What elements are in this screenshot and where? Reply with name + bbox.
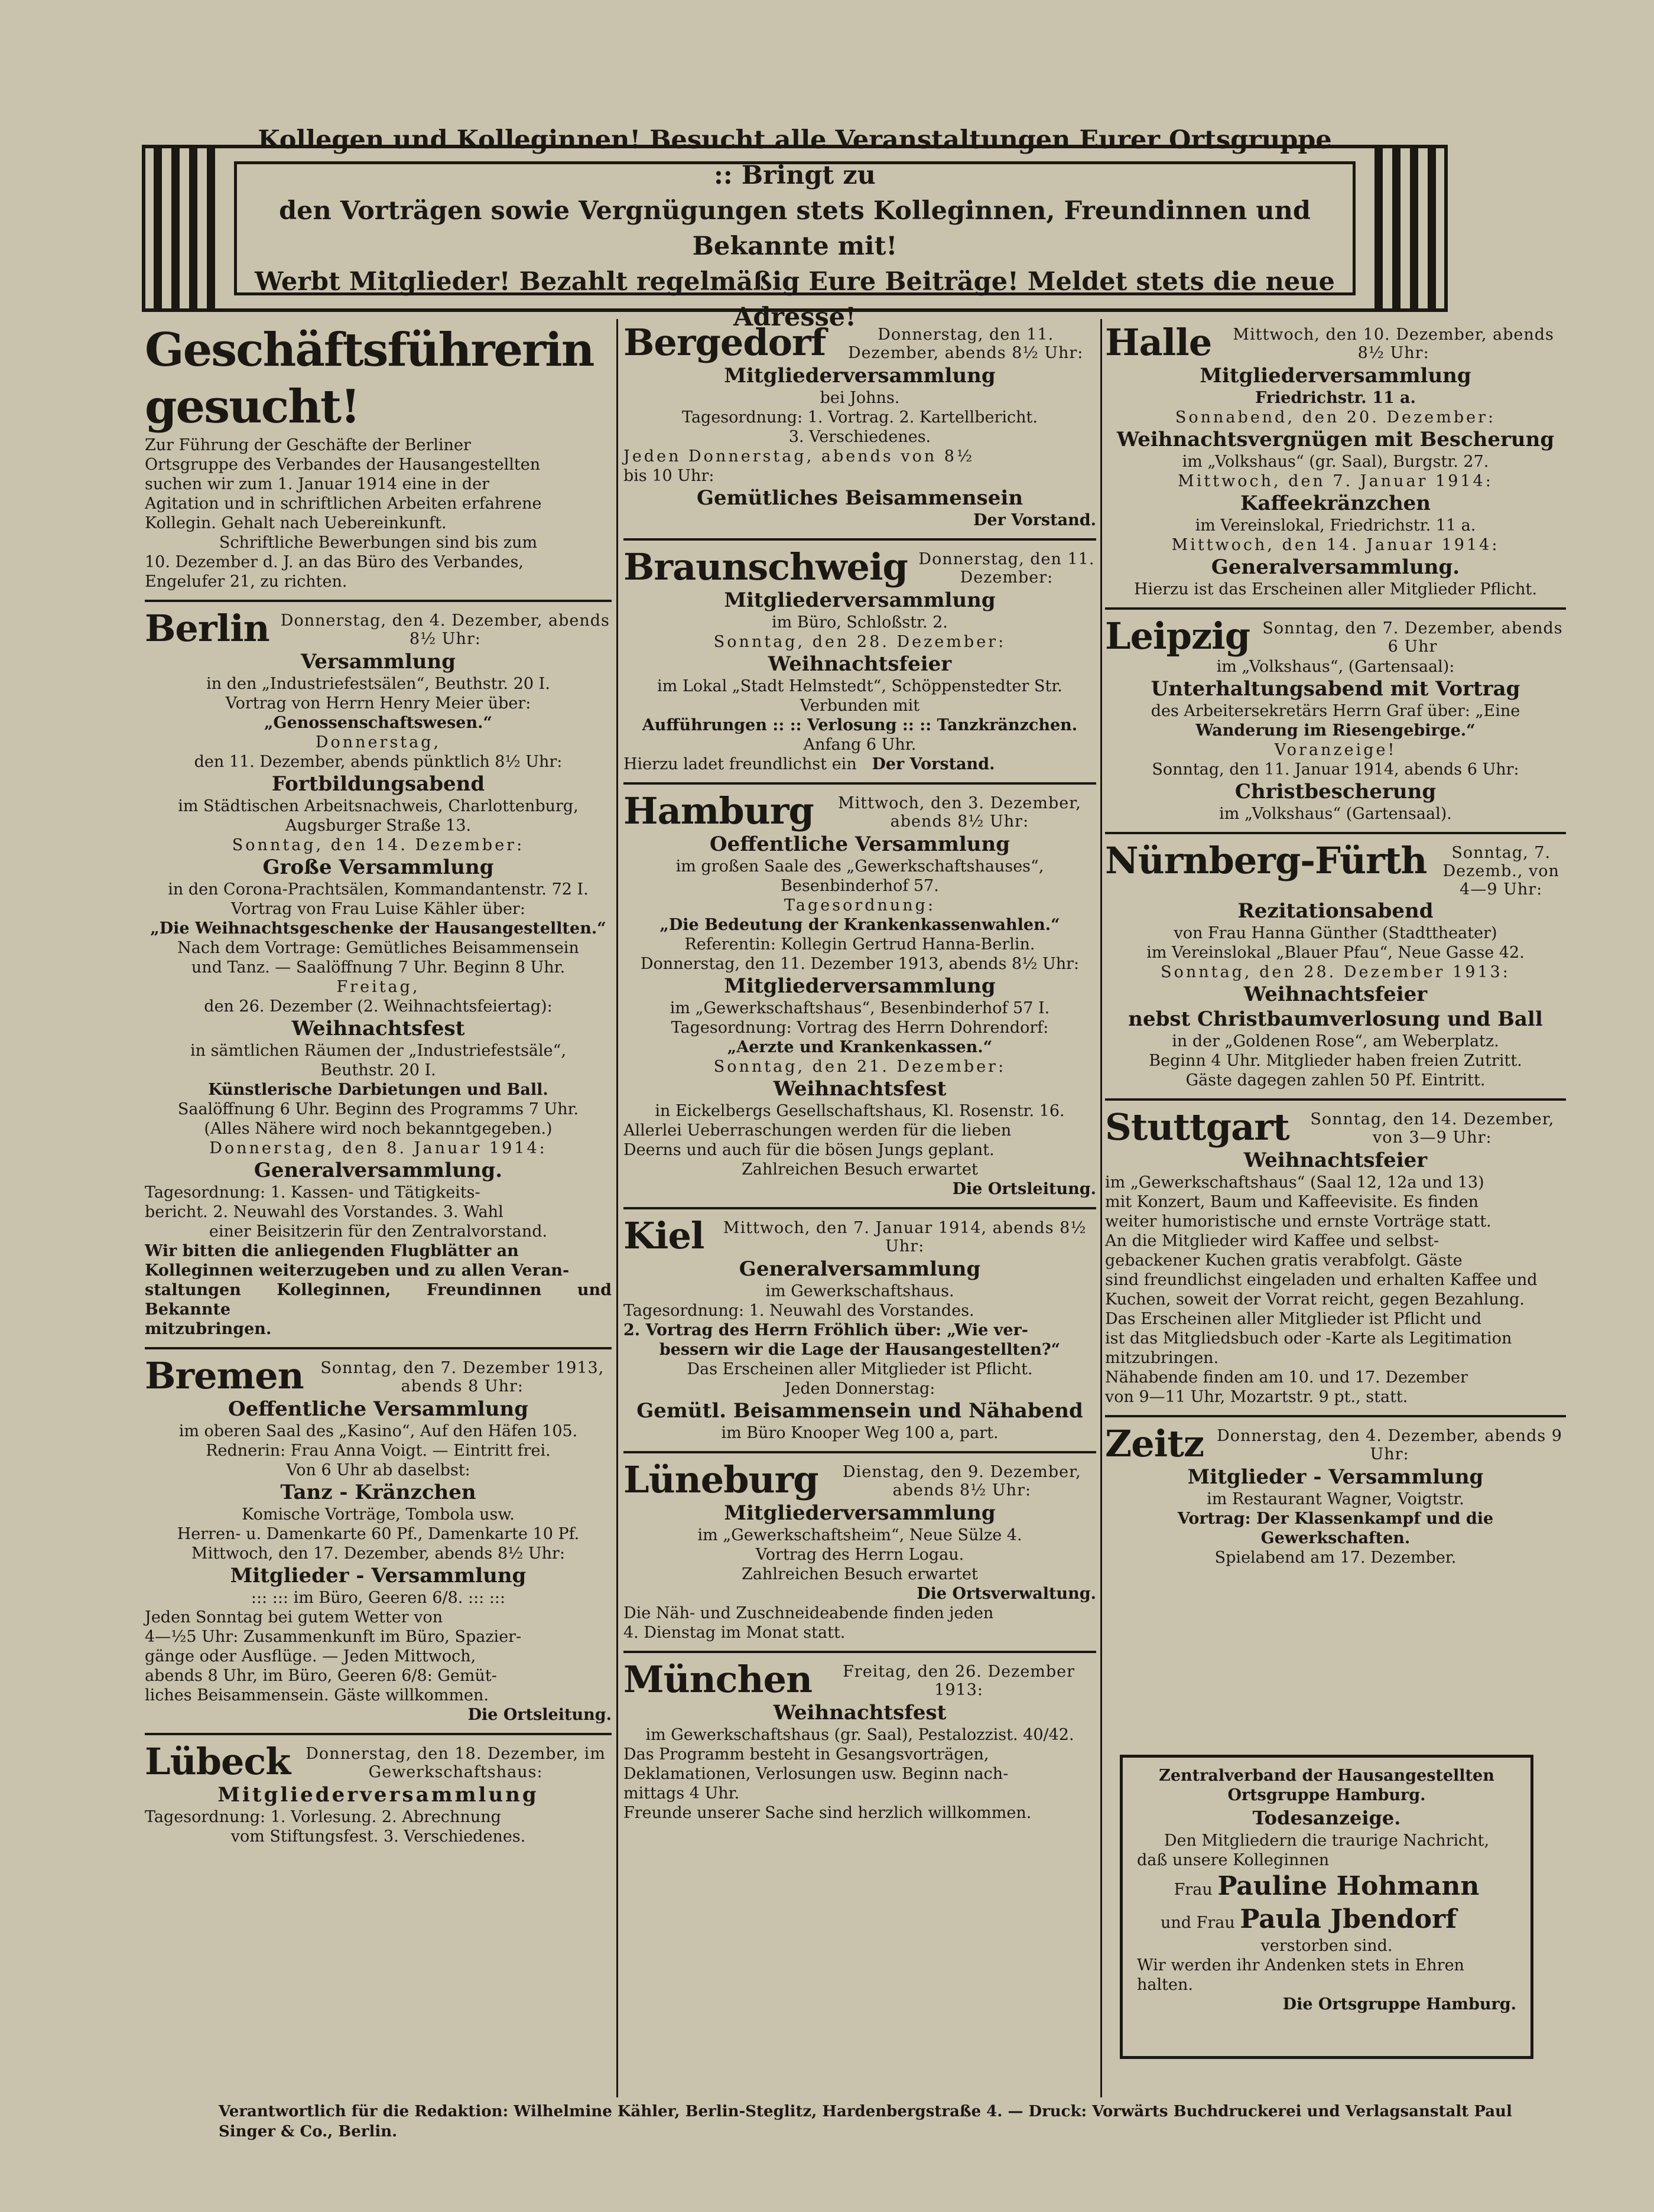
event-text: An die Mitglieder wird Kaffee und selbst-: [1105, 1232, 1439, 1250]
event-title: Mitglieder - Versammlung: [230, 1564, 527, 1588]
event-text: im „Volkshaus“ (Gartensaal).: [1219, 805, 1452, 823]
event-text: Saalöffnung 6 Uhr. Beginn des Programms 7 Uhr.: [177, 1100, 579, 1118]
event-text: im Restaurant Wagner, Voigtstr.: [1207, 1490, 1464, 1508]
event-text: „Die Bedeutung der Krankenkassenwahlen.“: [659, 916, 1060, 934]
event-date: Sonnabend, den 20. Dezember:: [1175, 408, 1496, 427]
event-text: bessern wir die Lage der Hausangestellten?“: [659, 1341, 1061, 1359]
event-date: Sonntag, den 14. Dezember:: [232, 836, 525, 854]
city-heading: Braunschweig: [623, 545, 908, 588]
obituary-text: daß unsere Kolleginnen: [1137, 1851, 1330, 1869]
city-heading: Hamburg: [623, 789, 814, 832]
event-title: Mitgliederversammlung: [724, 588, 996, 612]
event-title: Mitgliederversammlung: [1200, 364, 1471, 388]
section-bremen: [145, 1349, 612, 1735]
event-text: Tagesordnung: 1. Kassen- und Tätigkeits-: [145, 1183, 480, 1202]
event-text: Die Näh- und Zuschneideabende finden jeden: [623, 1604, 994, 1622]
event-title: Weihnachtsfeier: [1243, 983, 1428, 1006]
event-text: und Tanz. — Saalöffnung 7 Uhr. Beginn 8 Uhr.: [191, 958, 566, 977]
event-date: Donnerstag, den 4. Dezember, abends 8½ Uhr:: [280, 611, 610, 648]
event-text: staltungen Kolleginnen, Freundinnen und Bekannte: [145, 1281, 612, 1319]
event-text: im Lokal „Stadt Helmstedt“, Schöppenstedter Str.: [657, 677, 1062, 695]
event-title: Kaffeekränzchen: [1240, 492, 1431, 515]
event-date: Sonntag, den 7. Dezember 1913, abends 8 Uhr:: [320, 1359, 605, 1395]
event-text: in den „Industriefestsälen“, Beuthstr. 20 I.: [206, 675, 550, 693]
event-title: Generalversammlung.: [1211, 555, 1460, 579]
event-text: Tagesordnung: 1. Neuwahl des Vorstandes.: [623, 1302, 974, 1320]
event-title: Oeffentliche Versammlung: [710, 832, 1010, 856]
signature: Der Vorstand.: [973, 511, 1096, 529]
job-ad-text: Schriftliche Bewerbungen sind bis zum: [219, 534, 538, 552]
event-text: abends 8 Uhr, im Büro, Geeren 6/8: Gemüt-: [145, 1667, 497, 1685]
event-date: Mittwoch, den 3. Dezember, abends 8½ Uhr:: [837, 794, 1081, 831]
section-braunschweig: [623, 541, 1096, 785]
event-text: in der „Goldenen Rose“, am Weberplatz.: [1172, 1032, 1499, 1050]
city-heading: Halle: [1105, 321, 1212, 364]
section-bergedorf: [623, 316, 1096, 541]
event-text: „Aerzte und Krankenkassen.“: [727, 1038, 993, 1056]
event-title: Unterhaltungsabend mit Vortrag: [1151, 677, 1520, 701]
event-text: bericht. 2. Neuwahl des Vorstandes. 3. Wahl: [145, 1203, 503, 1221]
section-stuttgart: [1105, 1101, 1566, 1417]
signature: Die Ortsleitung.: [467, 1706, 612, 1724]
event-text: Hierzu ist das Erscheinen aller Mitglieder Pflicht.: [1134, 580, 1537, 598]
event-text: sind freundlichst eingeladen und erhalten Kaffee und: [1105, 1271, 1538, 1289]
event-date: Freitag,: [336, 978, 420, 996]
event-date: den 11. Dezember, abends pünktlich 8½ Uhr:: [194, 753, 563, 771]
event-text: im „Gewerkschaftsheim“, Neue Sülze 4.: [697, 1526, 1022, 1544]
event-title: Christbescherung: [1234, 780, 1437, 804]
event-text: Freunde unserer Sache sind herzlich willkommen.: [623, 1804, 1032, 1822]
event-title: Rezitationsabend: [1237, 899, 1434, 923]
event-text: im Gewerkschaftshaus.: [765, 1282, 954, 1300]
event-text: Künstlerische Darbietungen und Ball.: [208, 1081, 548, 1099]
obituary-text: Zentralverband der Hausangestellten: [1159, 1767, 1494, 1785]
city-heading: Nürnberg-Fürth: [1105, 839, 1427, 882]
event-text: 4—½5 Uhr: Zusammenkunft im Büro, Spazier-: [145, 1628, 522, 1646]
signature: Die Ortsleitung.: [952, 1180, 1096, 1198]
obituary-text: Ortsgruppe Hamburg.: [1227, 1786, 1426, 1804]
event-text: Jeden Donnerstag:: [784, 1380, 935, 1398]
event-text: mitzubringen.: [1105, 1349, 1219, 1367]
event-title: Tanz - Kränzchen: [280, 1481, 476, 1504]
event-text: Tagesordnung: Vortrag des Herrn Dohrendorf:: [671, 1019, 1049, 1037]
event-date: Sonntag, den 28. Dezember 1913:: [1161, 963, 1510, 981]
event-text: Tagesordnung: 1. Vorlesung. 2. Abrechnung: [145, 1808, 501, 1826]
event-text: Komische Vorträge, Tombola usw.: [242, 1505, 515, 1524]
event-title: Weihnachtsvergnügen mit Bescherung: [1116, 428, 1555, 451]
event-text: des Arbeitersekretärs Herrn Graf über: „Eine: [1151, 702, 1520, 720]
event-title: Mitgliederversammlung: [724, 364, 996, 388]
event-text: Deerns und auch für die bösen Jungs geplant.: [623, 1141, 995, 1159]
banner-line-2: den Vorträgen sowie Vergnügungen stets Kolleginnen, Freundinnen und Bekannte mit!: [279, 196, 1311, 261]
event-date: Mittwoch, den 7. Januar 1914, abends 8½ Uhr:: [723, 1219, 1087, 1255]
event-text: Zahlreichen Besuch erwartet: [742, 1160, 978, 1179]
event-text: in sämtlichen Räumen der „Industriefestsäle“,: [190, 1042, 567, 1060]
event-title: Weihnachtsfest: [773, 1701, 947, 1725]
event-text: 2. Vortrag des Herrn Fröhlich über: „Wie ver-: [623, 1321, 1028, 1339]
job-ad-text: Zur Führung der Geschäfte der Berliner: [145, 436, 471, 454]
event-text: mit Konzert, Baum und Kaffeevisite. Es finden: [1105, 1193, 1479, 1211]
obituary-name-line: [1137, 1870, 1516, 1903]
event-text: Tagesordnung:: [784, 896, 936, 915]
city-heading: Lüneburg: [623, 1458, 818, 1501]
event-text: im Gewerkschaftshaus (gr. Saal), Pestalozzist. 40/42.: [645, 1726, 1074, 1744]
event-text: Rednerin: Frau Anna Voigt. — Eintritt frei.: [206, 1442, 551, 1460]
event-text: Deklamationen, Verlosungen usw. Beginn nach-: [623, 1765, 1009, 1783]
event-date: Mittwoch, den 7. Januar 1914:: [1178, 472, 1493, 490]
event-text: 4. Dienstag im Monat statt.: [623, 1624, 846, 1642]
event-text: Tagesordnung: 1. Vortrag. 2. Kartellbericht.: [682, 408, 1038, 427]
event-date: Sonntag, den 11. Januar 1914, abends 6 Uhr:: [1152, 760, 1519, 779]
event-text: gebackener Kuchen gratis verabfolgt. Gäste: [1105, 1251, 1463, 1270]
event-date: Dienstag, den 9. Dezember, abends 8½ Uhr:: [842, 1463, 1081, 1499]
event-text: Beginn 4 Uhr. Mitglieder haben freien Zutritt.: [1149, 1052, 1522, 1070]
obituary-text: Frau: [1174, 1881, 1213, 1899]
event-text: Wir bitten die anliegenden Flugblätter an: [145, 1242, 519, 1260]
section-berlin: [145, 602, 612, 1349]
event-text: liches Beisammensein. Gäste willkommen.: [145, 1686, 489, 1704]
event-title: Mitgliederversammlung: [724, 974, 996, 998]
banner-line-1: Kollegen und Kolleginnen! Besucht alle Veranstaltungen Eurer Ortsgruppe :: Bringt zu: [258, 125, 1332, 190]
event-date: Mittwoch, den 10. Dezember, abends 8½ Uhr:: [1233, 326, 1554, 362]
event-title: Weihnachtsfeier: [1243, 1149, 1428, 1172]
job-ad-text: 10. Dezember d. J. an das Büro des Verbandes,: [145, 553, 524, 571]
event-text: Vortrag des Herrn Logau.: [755, 1546, 964, 1564]
event-text: Friedrichstr. 11 a.: [1255, 389, 1416, 407]
signature: Der Vorstand.: [872, 755, 995, 773]
event-date: Sonntag, 7. Dezemb., von 4—9 Uhr:: [1442, 844, 1559, 899]
event-text: im Vereinslokal, Friedrichstr. 11 a.: [1195, 516, 1476, 535]
city-heading: Zeitz: [1105, 1422, 1204, 1465]
event-text: Beuthstr. 20 I.: [320, 1061, 436, 1079]
signature: Die Ortsverwaltung.: [917, 1585, 1096, 1603]
event-text: Allerlei Ueberraschungen werden für die lieben: [623, 1121, 1012, 1140]
event-text: Gäste dagegen zahlen 50 Pf. Eintritt.: [1185, 1071, 1486, 1089]
event-text: Das Programm besteht in Gesangsvorträgen,: [623, 1745, 989, 1764]
event-title: Oeffentliche Versammlung: [228, 1397, 528, 1421]
event-text: 3. Verschiedenes.: [788, 428, 931, 446]
section-lueneburg: [623, 1453, 1096, 1653]
event-text: Hierzu ladet freundlichst ein: [623, 755, 857, 773]
event-text: mitzubringen.: [145, 1320, 272, 1338]
imprint-footer: Verantwortlich für die Redaktion: Wilhelmine Kähler, Berlin-Steglitz, Hardenbergstraße 4. — Druck: Vorwärts Buchdruckerei und Verlagsanstalt Paul Singer & Co., Berlin.: [219, 2103, 1512, 2141]
job-ad: [145, 316, 612, 602]
event-text: Herren- u. Damenkarte 60 Pf., Damenkarte 10 Pf.: [177, 1525, 580, 1543]
event-date: Donnerstag, den 18. Dezember, im Gewerkschaftshaus:: [306, 1745, 606, 1781]
obituary-notice: [1120, 1755, 1533, 2059]
event-text: Vortrag von Frau Luise Kähler über:: [231, 900, 525, 918]
event-text: „Genossenschaftswesen.“: [264, 714, 493, 732]
event-text: im Vereinslokal „Blauer Pfau“, Neue Gasse 42.: [1146, 944, 1525, 962]
event-title: Große Versammlung: [262, 855, 494, 879]
deceased-name: Paula Jbendorf: [1240, 1904, 1457, 1934]
event-date: Sonntag, den 7. Dezember, abends 6 Uhr: [1262, 619, 1563, 656]
event-text: von 9—11 Uhr, Mozartstr. 9 pt., statt.: [1105, 1388, 1408, 1406]
event-text: im oberen Saal des „Kasino“, Auf den Häfen 105.: [178, 1422, 578, 1440]
event-text: Das Erscheinen aller Mitglieder ist Pflicht und: [1105, 1310, 1482, 1328]
event-title: Gemütliches Beisammensein: [696, 486, 1023, 510]
obituary-text: verstorben sind.: [1260, 1937, 1393, 1955]
event-title: Mitgliederversammlung: [724, 1501, 996, 1525]
obituary-text: und Frau: [1161, 1914, 1235, 1932]
event-title: Gemütl. Beisammensein und Nähabend: [636, 1399, 1083, 1423]
city-heading: Lübeck: [145, 1740, 291, 1783]
event-date: Donnerstag, den 11. Dezember 1913, abends 8½ Uhr:: [640, 955, 1080, 973]
event-text: im Städtischen Arbeitsnachweis, Charlottenburg,: [178, 797, 579, 815]
event-text: Das Erscheinen aller Mitglieder ist Pflicht.: [687, 1360, 1033, 1378]
event-title: Weihnachtsfest: [773, 1077, 947, 1101]
column-1: [145, 316, 612, 1855]
city-heading: Stuttgart: [1105, 1105, 1289, 1149]
city-heading: Leipzig: [1105, 614, 1250, 658]
event-text: gänge oder Ausflüge. — Jeden Mittwoch,: [145, 1647, 476, 1665]
event-date: Sonntag, den 28. Dezember:: [713, 633, 1006, 651]
event-text: Augsburger Straße 13.: [285, 817, 472, 835]
event-text: in Eickelbergs Gesellschaftshaus, Kl. Rosenstr. 16.: [655, 1102, 1065, 1120]
event-date: Mittwoch, den 14. Januar 1914:: [1171, 536, 1500, 554]
event-text: Jeden Donnerstag, abends von 8½: [623, 447, 975, 466]
event-text: vom Stiftungsfest. 3. Verschiedenes.: [230, 1827, 526, 1846]
job-ad-title: Geschäftsführerin gesucht!: [145, 323, 594, 434]
job-ad-text: suchen wir zum 1. Januar 1914 eine in der: [145, 475, 490, 493]
event-date: Voranzeige!: [1274, 741, 1397, 759]
banner-text: [234, 125, 1356, 332]
event-text: (Alles Nähere wird noch bekanntgegeben.): [204, 1120, 553, 1138]
event-text: im Büro Knooper Weg 100 a, part.: [721, 1424, 999, 1442]
job-ad-text: Ortsgruppe des Verbandes der Hausangestellten: [145, 456, 541, 474]
section-nuernberg-fuerth: [1105, 834, 1566, 1101]
obituary-heading: Todesanzeige.: [1252, 1807, 1401, 1829]
city-heading: Berlin: [145, 607, 269, 650]
deceased-name: Pauline Hohmann: [1217, 1871, 1480, 1901]
event-text: Von 6 Uhr ab daselbst:: [286, 1461, 470, 1479]
event-text: im „Gewerkschaftshaus“, Besenbinderhof 57 I.: [670, 999, 1050, 1017]
section-kiel: [623, 1209, 1096, 1453]
event-title: Weihnachtsfeier: [768, 652, 952, 676]
event-date: Freitag, den 26. Dezember 1913:: [843, 1663, 1075, 1699]
event-text: Verbunden mit: [800, 697, 920, 715]
event-text: von Frau Hanna Günther (Stadttheater): [1174, 924, 1497, 942]
event-text: im „Gewerkschaftshaus“ (Saal 12, 12a und 13): [1105, 1173, 1484, 1192]
section-muenchen: [623, 1653, 1096, 1831]
event-date: Donnerstag,: [315, 733, 441, 752]
signature: Die Ortsgruppe Hamburg.: [1282, 1995, 1516, 2013]
event-date: Mittwoch, den 17. Dezember, abends 8½ Uhr:: [191, 1544, 566, 1563]
event-text: bis 10 Uhr:: [623, 467, 714, 485]
column-2: [623, 316, 1096, 1831]
city-heading: Bremen: [145, 1354, 304, 1397]
event-text: im großen Saale des „Gewerkschaftshauses“,: [675, 857, 1044, 876]
event-text: Wanderung im Riesengebirge.“: [1195, 721, 1476, 740]
city-heading: Kiel: [623, 1214, 704, 1257]
section-halle: [1105, 316, 1566, 610]
banner-line-3: Werbt Mitglieder! Bezahlt regelmäßig Eure Beiträge! Meldet stets die neue Adresse!: [255, 266, 1335, 332]
event-text: „Die Weihnachtsgeschenke der Hausangestellten.“: [150, 919, 606, 938]
event-title: Mitglieder - Versammlung: [1187, 1465, 1484, 1489]
event-title: Mitgliederversammlung: [217, 1783, 539, 1807]
event-text: Spielabend am 17. Dezember.: [1214, 1549, 1457, 1567]
event-title: Generalversammlung: [739, 1257, 981, 1281]
city-heading: München: [623, 1658, 813, 1701]
obituary-name-line: [1137, 1903, 1516, 1936]
event-text: ist das Mitgliedsbuch oder -Karte als Legitimation: [1105, 1329, 1512, 1348]
event-text: Referentin: Kollegin Gertrud Hanna-Berlin.: [684, 935, 1035, 954]
column-3: [1105, 316, 1566, 1576]
event-text: Besenbinderhof 57.: [781, 877, 939, 895]
event-date: den 26. Dezember (2. Weihnachtsfeiertag):: [204, 997, 553, 1016]
event-title: Fortbildungsabend: [271, 772, 485, 796]
event-text: im „Volkshaus“ (gr. Saal), Burgstr. 27.: [1182, 453, 1489, 471]
event-text: bei Johns.: [820, 389, 900, 407]
job-ad-text: Engelufer 21, zu richten.: [145, 572, 347, 591]
event-date: Donnerstag, den 8. Januar 1914:: [209, 1139, 547, 1157]
event-text: Jeden Sonntag bei gutem Wetter von: [145, 1608, 443, 1627]
event-date: Donnerstag, den 11. Dezember:: [918, 550, 1095, 587]
event-text: im „Volkshaus“, (Gartensaal):: [1216, 658, 1455, 676]
obituary-text: Den Mitgliedern die traurige Nachricht,: [1164, 1832, 1490, 1850]
event-text: ::: ::: im Büro, Geeren 6/8. ::: :::: [251, 1589, 506, 1607]
event-title: Versammlung: [300, 650, 456, 674]
job-ad-text: Kollegin. Gehalt nach Uebereinkunft.: [145, 514, 447, 532]
event-date: Donnerstag, den 11. Dezember, abends 8½ Uhr:: [848, 326, 1084, 362]
obituary-text: halten.: [1137, 1976, 1193, 1994]
event-text: Zahlreichen Besuch erwartet: [742, 1565, 978, 1583]
event-text: einer Beisitzerin für den Zentralvorstand.: [209, 1222, 548, 1241]
event-text: Nähabende finden am 10. und 17. Dezember: [1105, 1368, 1468, 1387]
event-date: Sonntag, den 21. Dezember:: [713, 1058, 1006, 1076]
section-luebeck: [145, 1735, 612, 1855]
city-heading: Bergedorf: [623, 321, 826, 364]
event-text: Vortrag: Der Klassenkampf und die Gewerkschaften.: [1177, 1510, 1494, 1547]
obituary-text: Wir werden ihr Andenken stets in Ehren: [1137, 1956, 1464, 1974]
event-title: Weihnachtsfest: [291, 1017, 465, 1040]
event-title: Generalversammlung.: [254, 1159, 503, 1182]
event-date: Donnerstag, den 4. Dezember, abends 9 Uhr:: [1217, 1427, 1562, 1463]
event-title: nebst Christbaumverlosung und Ball: [1128, 1007, 1543, 1031]
event-text: Nach dem Vortrage: Gemütliches Beisammensein: [177, 939, 579, 957]
section-hamburg: [623, 785, 1096, 1209]
event-text: in den Corona-Prachtsälen, Kommandantenstr. 72 I.: [168, 880, 589, 899]
job-ad-text: Agitation und in schriftlichen Arbeiten erfahrene: [145, 495, 542, 513]
event-date: Sonntag, den 14. Dezember, von 3—9 Uhr:: [1310, 1110, 1555, 1147]
event-text: Anfang 6 Uhr.: [803, 736, 917, 754]
announcement-banner: [142, 125, 1448, 332]
event-text: im Büro, Schloßstr. 2.: [772, 613, 948, 632]
event-text: Aufführungen :: :: Verlosung :: :: Tanzkränzchen.: [642, 716, 1078, 734]
event-text: mittags 4 Uhr.: [623, 1784, 740, 1803]
event-text: Vortrag von Herrn Henry Meier über:: [225, 694, 531, 713]
event-text: [623, 754, 1096, 774]
section-zeitz: [1105, 1417, 1566, 1576]
section-leipzig: [1105, 610, 1566, 834]
event-text: Kuchen, soweit der Vorrat reicht, gegen Bezahlung.: [1105, 1290, 1525, 1309]
event-text: weiter humoristische und ernste Vorträge statt.: [1105, 1212, 1491, 1231]
event-text: Kolleginnen weiterzugeben und zu allen Veran-: [145, 1261, 570, 1280]
